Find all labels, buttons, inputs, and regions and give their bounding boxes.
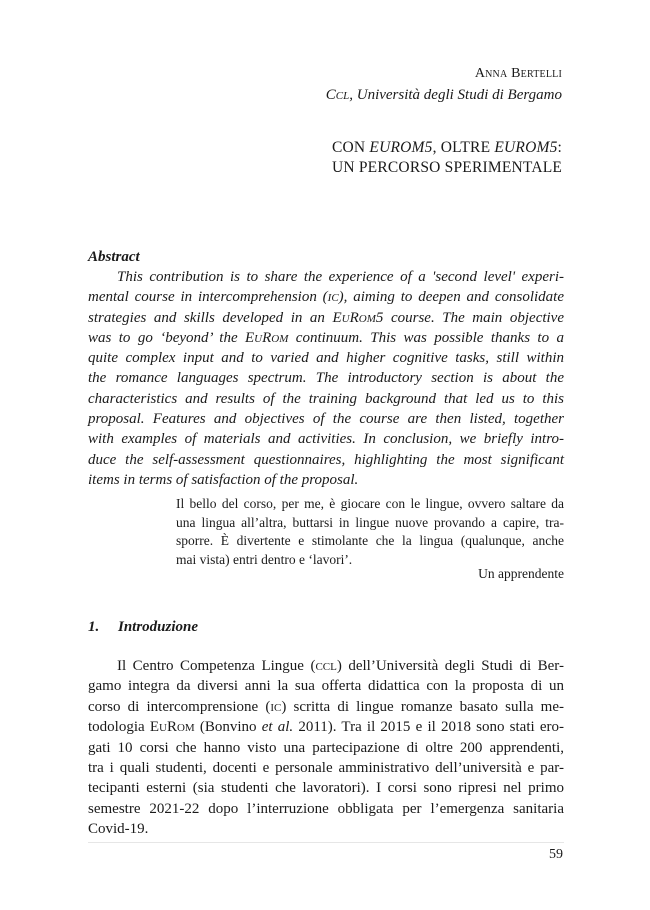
page-number: 59 [549, 847, 563, 862]
section-heading [88, 619, 198, 636]
epigraph-attribution: Un apprendente [478, 566, 564, 581]
paper-title [332, 138, 572, 178]
title-line-1: CON EUROM5, OLTRE EUROM5: [332, 139, 563, 156]
author-name: Anna Bertelli [474, 66, 562, 81]
author-affiliation: Ccl, Università degli Studi di Bergamo [325, 87, 562, 103]
title-line-2: UN PERCORSO SPERIMENTALE [332, 159, 563, 176]
abstract-heading: Abstract [88, 249, 140, 265]
section-title: Introduzione [118, 619, 199, 635]
abstract-body: This contribution is to share the experience of a 'second level' experi- mental course in intercomprehension (ic), aiming to deepen and consolidate strategies and skills developed in an EuRom5 course. The main objective was to go ‘beyond’ the EuRom continuum. This was possible thanks to a quite complex input and to varied and higher cognitive tasks, still within the romance languages spectrum. The introductory section is about the characteristics and results of the training background that led us to this proposal. Features and objectives of the course are then listed, together with examples of materials and activities. In conclusion, we briefly intro- duce the self-assessment questionnaires, highlighting the most significant items in terms of satisfaction of the proposal. [88, 269, 565, 488]
body-paragraph: Il Centro Competenza Lingue (ccl) dell’Università degli Studi di Ber- gamo integra da diversi anni la sua offerta didattica con la proposta di un corso di intercomprensione (ic) scritta di lingue romanze basato sulla me- todologia EuRom (Bonvino et al. 2011). Tra il 2015 e il 2018 sono stati ero- gati 10 corsi che hanno visto una partecipazione di oltre 200 apprendenti, tra i quali studenti, docenti e personale amministrativo dell’università e par- tecipanti esterni (sia studenti che lavoratori). I corsi sono ripresi nel primo semestre 2021-22 dopo l’interruzione obbligata per l’emergenza sanitaria Covid-19. [88, 658, 564, 838]
epigraph-quote: Il bello del corso, per me, è giocare con le lingue, ovvero saltare da una lingua all’altra, buttarsi in lingue nuove provando a capire, tra- sporre. È divertente e stimolante che la lingua (qualunque, anche mai vista) entri dentro e ‘lavori’. [176, 496, 564, 567]
section-number: 1. [88, 619, 100, 635]
footer-divider [88, 842, 564, 843]
